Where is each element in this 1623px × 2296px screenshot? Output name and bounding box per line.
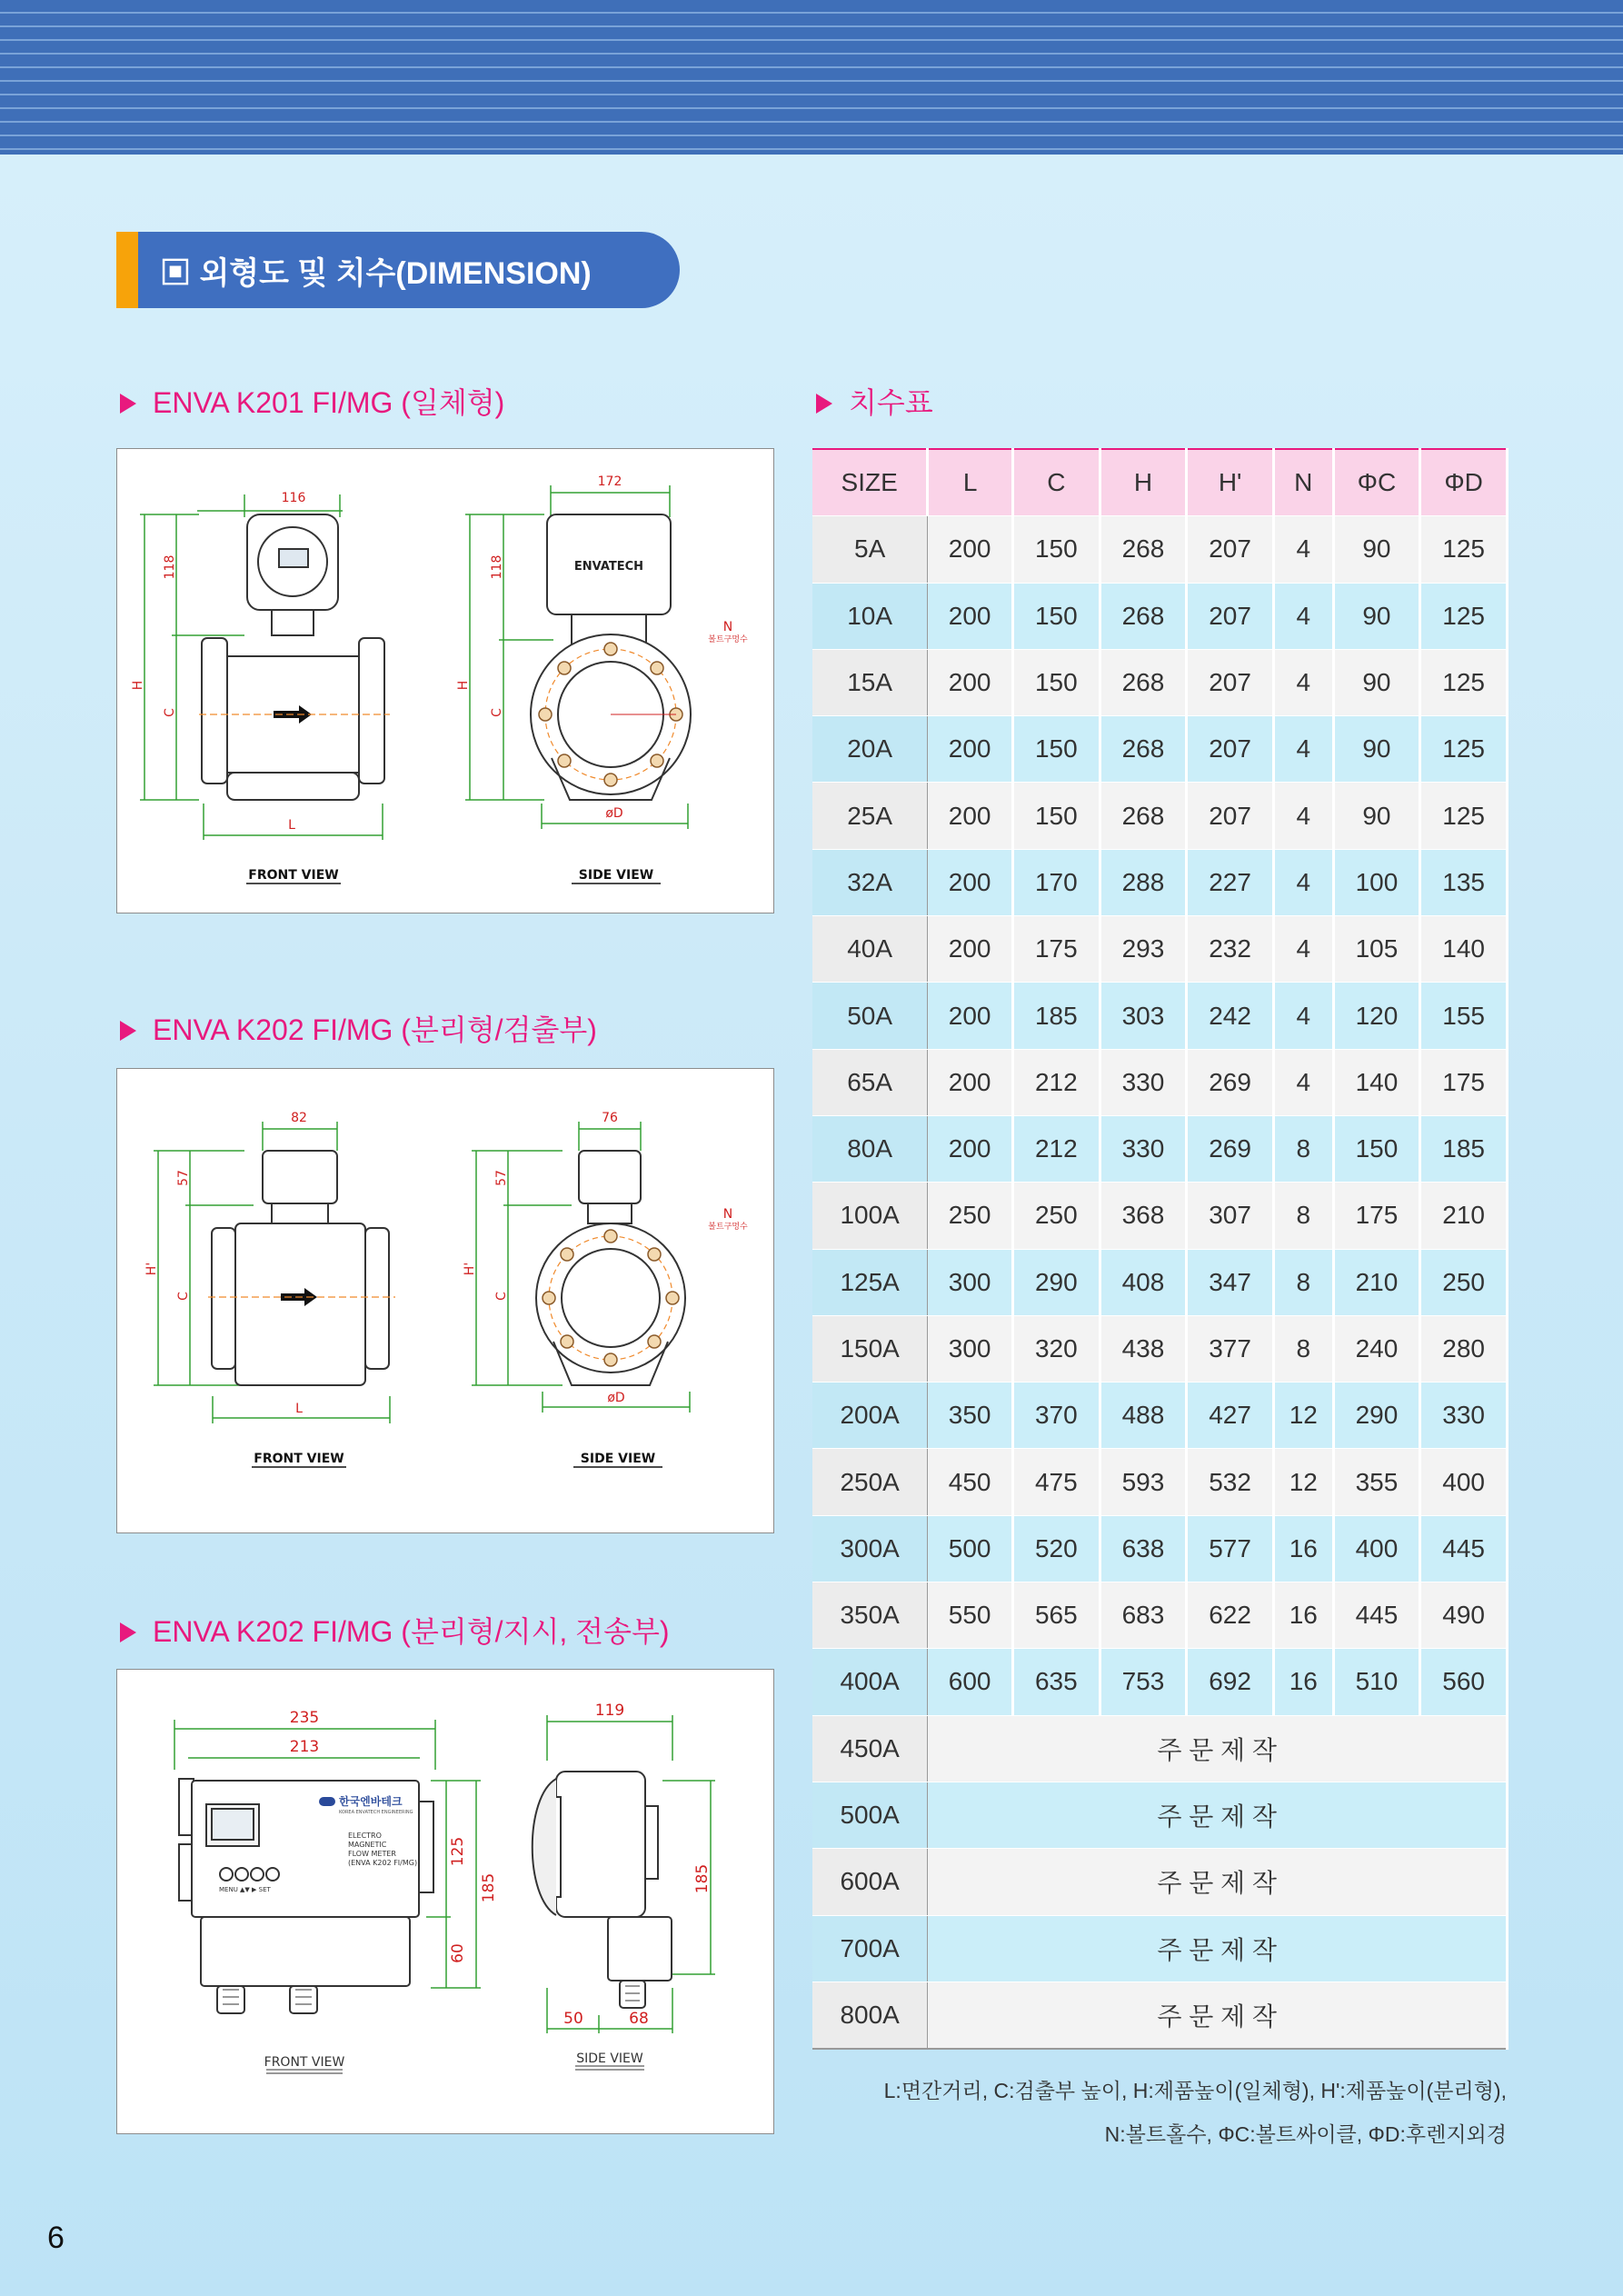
bolt-label: 볼트구멍수	[708, 635, 748, 644]
dim-57-side: 57	[494, 1170, 509, 1186]
size-cell: 50A	[812, 983, 928, 1049]
value-cell: 175	[1013, 916, 1100, 983]
table-row	[812, 1849, 1508, 1915]
value-cell: 268	[1100, 583, 1187, 649]
value-cell: 330	[1100, 1049, 1187, 1115]
dim-125: 125	[449, 1836, 467, 1867]
size-cell: 15A	[812, 649, 928, 715]
custom-order-cell: 주 문 제 작	[928, 1715, 1508, 1782]
value-cell: 408	[1100, 1249, 1187, 1315]
value-cell: 16	[1273, 1649, 1333, 1715]
drawing-title-1: ENVA K201 FI/MG (일체형)	[120, 380, 504, 422]
value-cell: 269	[1187, 1049, 1274, 1115]
value-cell: 210	[1420, 1183, 1508, 1249]
value-cell: 150	[1013, 583, 1100, 649]
dim-l2: L	[295, 1402, 303, 1416]
size-cell: 65A	[812, 1049, 928, 1115]
table-header-row	[812, 449, 1508, 516]
dim-c2-side: C	[494, 1292, 509, 1301]
value-cell: 268	[1100, 649, 1187, 715]
size-cell: 10A	[812, 583, 928, 649]
table-row	[812, 1183, 1508, 1249]
value-cell: 532	[1187, 1449, 1274, 1515]
value-cell: 120	[1333, 983, 1420, 1049]
value-cell: 510	[1333, 1649, 1420, 1715]
value-cell: 240	[1333, 1315, 1420, 1382]
header-l: L	[928, 449, 1013, 516]
value-cell: 150	[1013, 783, 1100, 849]
dim-n2: N	[722, 1207, 733, 1222]
front-view-label-3: FRONT VIEW	[264, 2055, 345, 2070]
drawing-k202-sensor-svg	[117, 1069, 773, 1532]
dimension-table	[812, 448, 1508, 2050]
value-cell: 290	[1013, 1249, 1100, 1315]
value-cell: 330	[1100, 1115, 1187, 1182]
value-cell: 4	[1273, 583, 1333, 649]
dim-57-front: 57	[176, 1170, 191, 1186]
value-cell: 490	[1420, 1582, 1508, 1649]
custom-order-cell: 주 문 제 작	[928, 1782, 1508, 1848]
drawing-k201-svg	[117, 449, 773, 913]
value-cell: 200	[928, 1115, 1013, 1182]
value-cell: 200	[928, 716, 1013, 783]
device-text-2: FLOW METER	[348, 1850, 396, 1858]
side-view-label-1: SIDE VIEW	[578, 868, 654, 883]
value-cell: 520	[1013, 1515, 1100, 1582]
value-cell: 445	[1420, 1515, 1508, 1582]
value-cell: 8	[1273, 1115, 1333, 1182]
header-band	[0, 0, 1623, 155]
dim-60: 60	[449, 1943, 467, 1963]
value-cell: 350	[928, 1383, 1013, 1449]
value-cell: 450	[928, 1449, 1013, 1515]
value-cell: 125	[1420, 516, 1508, 583]
value-cell: 150	[1013, 516, 1100, 583]
dim-50: 50	[563, 2010, 583, 2028]
value-cell: 400	[1420, 1449, 1508, 1515]
triangle-bullet-icon	[120, 394, 136, 414]
value-cell: 445	[1333, 1582, 1420, 1649]
value-cell: 16	[1273, 1582, 1333, 1649]
size-cell: 600A	[812, 1849, 928, 1915]
table-row	[812, 1383, 1508, 1449]
size-cell: 800A	[812, 1982, 928, 2049]
note-line-2: N:볼트홀수, ΦC:볼트싸이클, ΦD:후렌지외경	[1104, 2122, 1507, 2146]
size-cell: 150A	[812, 1315, 928, 1382]
value-cell: 90	[1333, 583, 1420, 649]
value-cell: 185	[1013, 983, 1100, 1049]
value-cell: 268	[1100, 516, 1187, 583]
value-cell: 560	[1420, 1649, 1508, 1715]
value-cell: 8	[1273, 1183, 1333, 1249]
size-cell: 80A	[812, 1115, 928, 1182]
value-cell: 550	[928, 1582, 1013, 1649]
value-cell: 622	[1187, 1582, 1274, 1649]
side-view-label-2: SIDE VIEW	[580, 1452, 656, 1466]
table-row	[812, 1649, 1508, 1715]
value-cell: 347	[1187, 1249, 1274, 1315]
table-row	[812, 1449, 1508, 1515]
value-cell: 753	[1100, 1649, 1187, 1715]
value-cell: 307	[1187, 1183, 1274, 1249]
triangle-bullet-icon	[816, 394, 832, 414]
side-view-label-3: SIDE VIEW	[576, 2051, 643, 2066]
value-cell: 565	[1013, 1582, 1100, 1649]
section-title-text: ▣ 외형도 및 치수(DIMENSION)	[160, 255, 592, 291]
value-cell: 4	[1273, 516, 1333, 583]
value-cell: 368	[1100, 1183, 1187, 1249]
value-cell: 683	[1100, 1582, 1187, 1649]
value-cell: 303	[1100, 983, 1187, 1049]
device-text-0: ELECTRO	[348, 1832, 382, 1840]
value-cell: 355	[1333, 1449, 1420, 1515]
title-accent	[116, 232, 138, 308]
device-text-3: (ENVA K202 FI/MG)	[348, 1859, 418, 1867]
value-cell: 212	[1013, 1049, 1100, 1115]
dim-n: N	[722, 620, 733, 634]
value-cell: 4	[1273, 983, 1333, 1049]
dim-phid2: øD	[607, 1391, 625, 1405]
size-cell: 250A	[812, 1449, 928, 1515]
drawing-title-2: ENVA K202 FI/MG (분리형/검출부)	[120, 1007, 597, 1049]
value-cell: 488	[1100, 1383, 1187, 1449]
value-cell: 268	[1100, 783, 1187, 849]
front-view-label-2: FRONT VIEW	[254, 1452, 344, 1466]
value-cell: 400	[1333, 1515, 1420, 1582]
size-cell: 25A	[812, 783, 928, 849]
header-phic: ΦC	[1333, 449, 1420, 516]
value-cell: 269	[1187, 1115, 1274, 1182]
value-cell: 90	[1333, 516, 1420, 583]
value-cell: 125	[1420, 583, 1508, 649]
value-cell: 427	[1187, 1383, 1274, 1449]
value-cell: 200	[928, 849, 1013, 915]
dim-68: 68	[629, 2010, 649, 2028]
table-body	[812, 516, 1508, 2049]
table-row	[812, 1515, 1508, 1582]
value-cell: 293	[1100, 916, 1187, 983]
table-row	[812, 1915, 1508, 1982]
header-size: SIZE	[812, 449, 928, 516]
value-cell: 150	[1013, 716, 1100, 783]
size-cell: 40A	[812, 916, 928, 983]
value-cell: 250	[1013, 1183, 1100, 1249]
value-cell: 200	[928, 516, 1013, 583]
value-cell: 250	[928, 1183, 1013, 1249]
dim-c-side: C	[490, 708, 504, 717]
dim-118-side: 118	[490, 554, 504, 580]
value-cell: 175	[1333, 1183, 1420, 1249]
device-button-labels: MENU ▲▼ ▶ SET	[219, 1886, 271, 1893]
dim-h-side: H	[456, 680, 471, 691]
value-cell: 12	[1273, 1383, 1333, 1449]
table-row	[812, 1982, 1508, 2049]
dim-hprime-side: H'	[463, 1262, 477, 1276]
bolt-label-2: 볼트구멍수	[708, 1223, 748, 1232]
value-cell: 370	[1013, 1383, 1100, 1449]
value-cell: 90	[1333, 716, 1420, 783]
dim-82: 82	[291, 1111, 307, 1125]
custom-order-cell: 주 문 제 작	[928, 1982, 1508, 2049]
header-hprime: H'	[1187, 449, 1274, 516]
value-cell: 4	[1273, 716, 1333, 783]
value-cell: 200	[928, 649, 1013, 715]
value-cell: 207	[1187, 783, 1274, 849]
custom-order-cell: 주 문 제 작	[928, 1915, 1508, 1982]
value-cell: 175	[1420, 1049, 1508, 1115]
value-cell: 4	[1273, 649, 1333, 715]
value-cell: 125	[1420, 783, 1508, 849]
dim-hprime-front: H'	[144, 1262, 159, 1276]
table-row	[812, 1115, 1508, 1182]
value-cell: 320	[1013, 1315, 1100, 1382]
value-cell: 692	[1187, 1649, 1274, 1715]
value-cell: 140	[1420, 916, 1508, 983]
value-cell: 150	[1013, 649, 1100, 715]
value-cell: 170	[1013, 849, 1100, 915]
value-cell: 200	[928, 583, 1013, 649]
value-cell: 135	[1420, 849, 1508, 915]
table-row	[812, 649, 1508, 715]
value-cell: 8	[1273, 1315, 1333, 1382]
table-row	[812, 516, 1508, 583]
value-cell: 577	[1187, 1515, 1274, 1582]
value-cell: 207	[1187, 649, 1274, 715]
dim-phid: øD	[605, 806, 623, 821]
value-cell: 200	[928, 916, 1013, 983]
table-row	[812, 716, 1508, 783]
size-cell: 450A	[812, 1715, 928, 1782]
value-cell: 200	[928, 783, 1013, 849]
drawing-panel-k202-indicator	[116, 1669, 774, 2134]
table-row	[812, 1049, 1508, 1115]
value-cell: 105	[1333, 916, 1420, 983]
size-cell: 350A	[812, 1582, 928, 1649]
device-logo: 한국엔바테크	[339, 1795, 403, 1808]
value-cell: 90	[1333, 649, 1420, 715]
custom-order-cell: 주 문 제 작	[928, 1849, 1508, 1915]
value-cell: 4	[1273, 916, 1333, 983]
page-number: 6	[47, 2221, 65, 2255]
value-cell: 212	[1013, 1115, 1100, 1182]
size-cell: 100A	[812, 1183, 928, 1249]
size-cell: 125A	[812, 1249, 928, 1315]
value-cell: 268	[1100, 716, 1187, 783]
value-cell: 330	[1420, 1383, 1508, 1449]
value-cell: 300	[928, 1315, 1013, 1382]
drawing-k202-indicator-svg	[117, 1670, 773, 2133]
table-row	[812, 1715, 1508, 1782]
table-row	[812, 583, 1508, 649]
header-c: C	[1013, 449, 1100, 516]
table-row	[812, 783, 1508, 849]
value-cell: 185	[1420, 1115, 1508, 1182]
dim-l: L	[288, 818, 295, 833]
size-cell: 300A	[812, 1515, 928, 1582]
value-cell: 207	[1187, 583, 1274, 649]
section-title	[116, 232, 680, 308]
front-view-label-1: FRONT VIEW	[248, 868, 339, 883]
triangle-bullet-icon	[120, 1622, 136, 1642]
size-cell: 500A	[812, 1782, 928, 1848]
value-cell: 600	[928, 1649, 1013, 1715]
value-cell: 150	[1333, 1115, 1420, 1182]
value-cell: 232	[1187, 916, 1274, 983]
value-cell: 227	[1187, 849, 1274, 915]
device-logo-sub: KOREA ENVATECH ENGINEERING	[339, 1810, 413, 1815]
dim-235: 235	[289, 1709, 320, 1727]
value-cell: 377	[1187, 1315, 1274, 1382]
value-cell: 207	[1187, 516, 1274, 583]
header-phid: ΦD	[1420, 449, 1508, 516]
value-cell: 100	[1333, 849, 1420, 915]
value-cell: 300	[928, 1249, 1013, 1315]
value-cell: 438	[1100, 1315, 1187, 1382]
value-cell: 4	[1273, 849, 1333, 915]
value-cell: 4	[1273, 1049, 1333, 1115]
dim-76: 76	[602, 1111, 618, 1125]
dim-118-front: 118	[163, 554, 177, 580]
table-row	[812, 1582, 1508, 1649]
value-cell: 4	[1273, 783, 1333, 849]
header-h: H	[1100, 449, 1187, 516]
value-cell: 200	[928, 983, 1013, 1049]
drawing-title-3: ENVA K202 FI/MG (분리형/지시, 전송부)	[120, 1609, 670, 1651]
dim-119: 119	[594, 1702, 625, 1720]
value-cell: 635	[1013, 1649, 1100, 1715]
value-cell: 155	[1420, 983, 1508, 1049]
value-cell: 638	[1100, 1515, 1187, 1582]
value-cell: 280	[1420, 1315, 1508, 1382]
value-cell: 242	[1187, 983, 1274, 1049]
dim-c2-front: C	[176, 1292, 191, 1301]
value-cell: 500	[928, 1515, 1013, 1582]
value-cell: 250	[1420, 1249, 1508, 1315]
size-cell: 200A	[812, 1383, 928, 1449]
table-row	[812, 1782, 1508, 1848]
value-cell: 90	[1333, 783, 1420, 849]
value-cell: 290	[1333, 1383, 1420, 1449]
dim-172: 172	[597, 474, 622, 489]
table-row	[812, 1249, 1508, 1315]
table-title: 치수표	[816, 380, 933, 422]
value-cell: 200	[928, 1049, 1013, 1115]
drawing-panel-k202-sensor	[116, 1068, 774, 1533]
dim-h-front: H	[131, 680, 145, 691]
triangle-bullet-icon	[120, 1021, 136, 1041]
table-row	[812, 1315, 1508, 1382]
dim-185: 185	[480, 1872, 498, 1903]
dim-c-front: C	[163, 708, 177, 717]
dim-116: 116	[281, 491, 306, 505]
size-cell: 20A	[812, 716, 928, 783]
value-cell: 125	[1420, 716, 1508, 783]
dim-185-side: 185	[693, 1863, 712, 1894]
size-cell: 700A	[812, 1915, 928, 1982]
value-cell: 207	[1187, 716, 1274, 783]
drawing-panel-k201	[116, 448, 774, 913]
value-cell: 8	[1273, 1249, 1333, 1315]
table-row	[812, 983, 1508, 1049]
value-cell: 125	[1420, 649, 1508, 715]
header-n: N	[1273, 449, 1333, 516]
size-cell: 32A	[812, 849, 928, 915]
value-cell: 593	[1100, 1449, 1187, 1515]
note-line-1: L:면간거리, C:검출부 높이, H:제품높이(일체형), H':제품높이(분리형),	[883, 2079, 1507, 2102]
value-cell: 210	[1333, 1249, 1420, 1315]
size-cell: 5A	[812, 516, 928, 583]
device-text-1: MAGNETIC	[348, 1841, 387, 1849]
value-cell: 140	[1333, 1049, 1420, 1115]
value-cell: 12	[1273, 1449, 1333, 1515]
dim-213: 213	[289, 1738, 320, 1756]
brand-label: ENVATECH	[573, 560, 644, 574]
value-cell: 16	[1273, 1515, 1333, 1582]
value-cell: 288	[1100, 849, 1187, 915]
value-cell: 475	[1013, 1449, 1100, 1515]
size-cell: 400A	[812, 1649, 928, 1715]
table-row	[812, 916, 1508, 983]
table-row	[812, 849, 1508, 915]
